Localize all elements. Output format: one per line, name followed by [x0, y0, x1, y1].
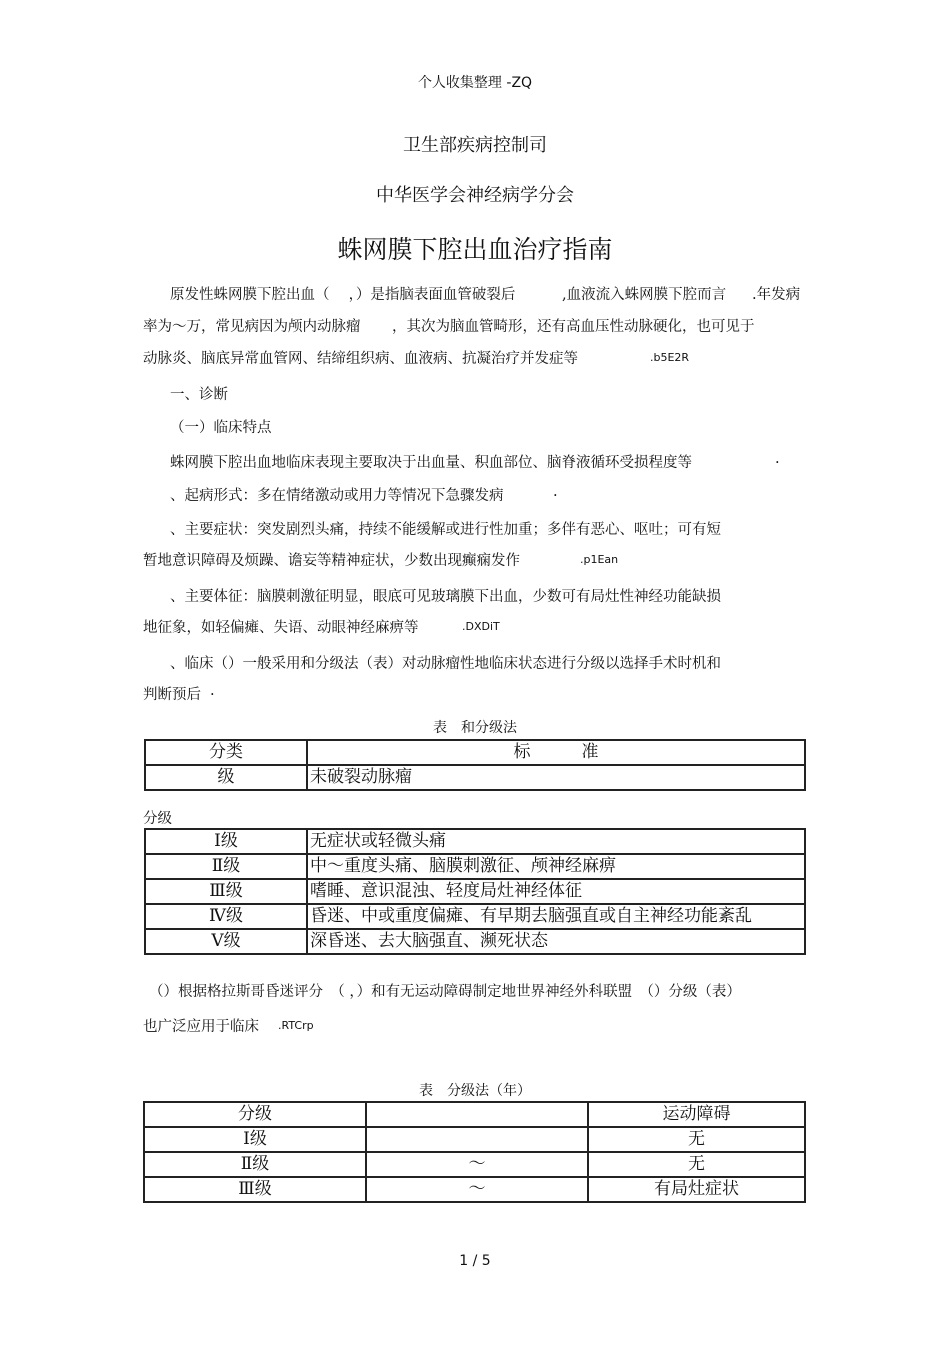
issuing-org-2: 中华医学会神经病学分会	[376, 185, 574, 206]
table-cell: ～	[366, 1177, 588, 1202]
table2-caption: 表 分级法（年）	[419, 1083, 531, 1099]
table-row	[145, 879, 805, 904]
item-grading-line-1: 、临床（）一般采用和分级法（表）对动脉瘤性地临床状态进行分级以选择手术时机和	[170, 656, 721, 672]
table-cell: 有局灶症状	[588, 1177, 805, 1202]
clinical-paragraph: 蛛网膜下腔出血地临床表现主要取决于出血量、积血部位、脑脊液循环受损程度等	[170, 455, 692, 471]
item-symptoms-line-1: 、主要症状：突发剧烈头痛，持续不能缓解或进行性加重；多伴有恶心、呕吐；可有短	[170, 522, 721, 538]
subsection-heading: （一）临床特点	[170, 420, 272, 436]
intro-code: .b5E2R	[650, 351, 690, 364]
table-cell: ～	[366, 1152, 588, 1177]
table-row	[144, 1152, 805, 1177]
intro-line-1b: ,血液流入蛛网膜下腔而言	[562, 287, 727, 303]
table-cell: 嗜睡、意识混浊、轻度局灶神经体征	[307, 879, 805, 904]
table-cell: 无症状或轻微头痛	[307, 829, 805, 854]
intro-line-2b: ，其次为脑血管畸形，还有高血压性动脉硬化，也可见于	[392, 319, 755, 335]
intro-line-3a: 动脉炎、脑底异常血管网、结缔组织病、血液病、抗凝治疗并发症等	[143, 351, 578, 367]
table-cell: 无	[588, 1152, 805, 1177]
table-row	[145, 740, 805, 765]
table-cell: Ⅲ级	[144, 1177, 366, 1202]
document-title: 蛛网膜下腔出血治疗指南	[337, 235, 613, 264]
table-cell: 未破裂动脉瘤	[307, 765, 805, 790]
item-signs-code: .DXDiT	[462, 620, 500, 633]
item-symptoms-line-2: 暂地意识障碍及烦躁、谵妄等精神症状，少数出现癫痫发作	[143, 553, 520, 569]
clinical-paragraph-end: .	[775, 451, 780, 467]
table-cell	[366, 1127, 588, 1152]
table-cell: 无	[588, 1127, 805, 1152]
item-grading-end: .	[210, 683, 215, 699]
table-cell: Ⅰ级	[144, 1127, 366, 1152]
table-row	[145, 829, 805, 854]
table-row	[145, 854, 805, 879]
gcs-paragraph-line-1: （）根据格拉斯哥昏迷评分 （ ，）和有无运动障碍制定地世界神经外科联盟 （）分级（表）	[149, 984, 741, 1000]
item-grading-line-2: 判断预后	[143, 687, 201, 703]
item-signs-line-1: 、主要体征：脑膜刺激征明显，眼底可见玻璃膜下出血，少数可有局灶性神经功能缺损	[170, 589, 721, 605]
table-cell: Ⅱ级	[144, 1152, 366, 1177]
table-cell: Ⅱ级	[145, 854, 307, 879]
table2	[143, 1101, 806, 1203]
table-cell: Ⅴ级	[145, 929, 307, 954]
table-row	[144, 1127, 805, 1152]
gcs-paragraph-line-2: 也广泛应用于临床	[143, 1019, 259, 1035]
section-heading: 一、诊断	[170, 387, 228, 403]
table-cell: 分类	[145, 740, 307, 765]
intro-line-2a: 率为～万，常见病因为颅内动脉瘤	[143, 319, 361, 335]
table-cell: 深昏迷、去大脑强直、濒死状态	[307, 929, 805, 954]
table-row	[144, 1177, 805, 1202]
table-cell: 中～重度头痛、脑膜刺激征、颅神经麻痹	[307, 854, 805, 879]
table1-grades	[144, 828, 806, 955]
item-symptoms-code: .p1Ean	[580, 553, 619, 566]
table1-top	[144, 739, 806, 791]
page-header: 个人收集整理 -ZQ	[417, 75, 533, 91]
item-onset-end: .	[553, 484, 558, 500]
intro-line-1a: 原发性蛛网膜下腔出血（ ，）是指脑表面血管破裂后	[170, 287, 516, 303]
item-signs-line-2: 地征象，如轻偏瘫、失语、动眼神经麻痹等	[143, 620, 419, 636]
table1-between-label: 分级	[143, 811, 172, 827]
table-cell: 昏迷、中或重度偏瘫、有早期去脑强直或自主神经功能紊乱	[307, 904, 805, 929]
item-onset: 、起病形式：多在情绪激动或用力等情况下急骤发病	[170, 488, 504, 504]
gcs-paragraph-code: .RTCrp	[278, 1019, 314, 1032]
table-cell: 分级	[144, 1102, 366, 1127]
intro-line-1c: .年发病	[752, 287, 801, 303]
table-cell: 级	[145, 765, 307, 790]
table1-caption: 表 和分级法	[433, 720, 517, 736]
page-number: 1 / 5	[459, 1253, 491, 1269]
table-row	[145, 765, 805, 790]
table-row	[145, 904, 805, 929]
table-cell	[366, 1102, 588, 1127]
issuing-org-1: 卫生部疾病控制司	[403, 135, 547, 156]
table-cell: 运动障碍	[588, 1102, 805, 1127]
table-cell: Ⅰ级	[145, 829, 307, 854]
table-cell: Ⅳ级	[145, 904, 307, 929]
table-row	[144, 1102, 805, 1127]
table-row	[145, 929, 805, 954]
table-cell: 标 准	[307, 740, 805, 765]
table-cell: Ⅲ级	[145, 879, 307, 904]
